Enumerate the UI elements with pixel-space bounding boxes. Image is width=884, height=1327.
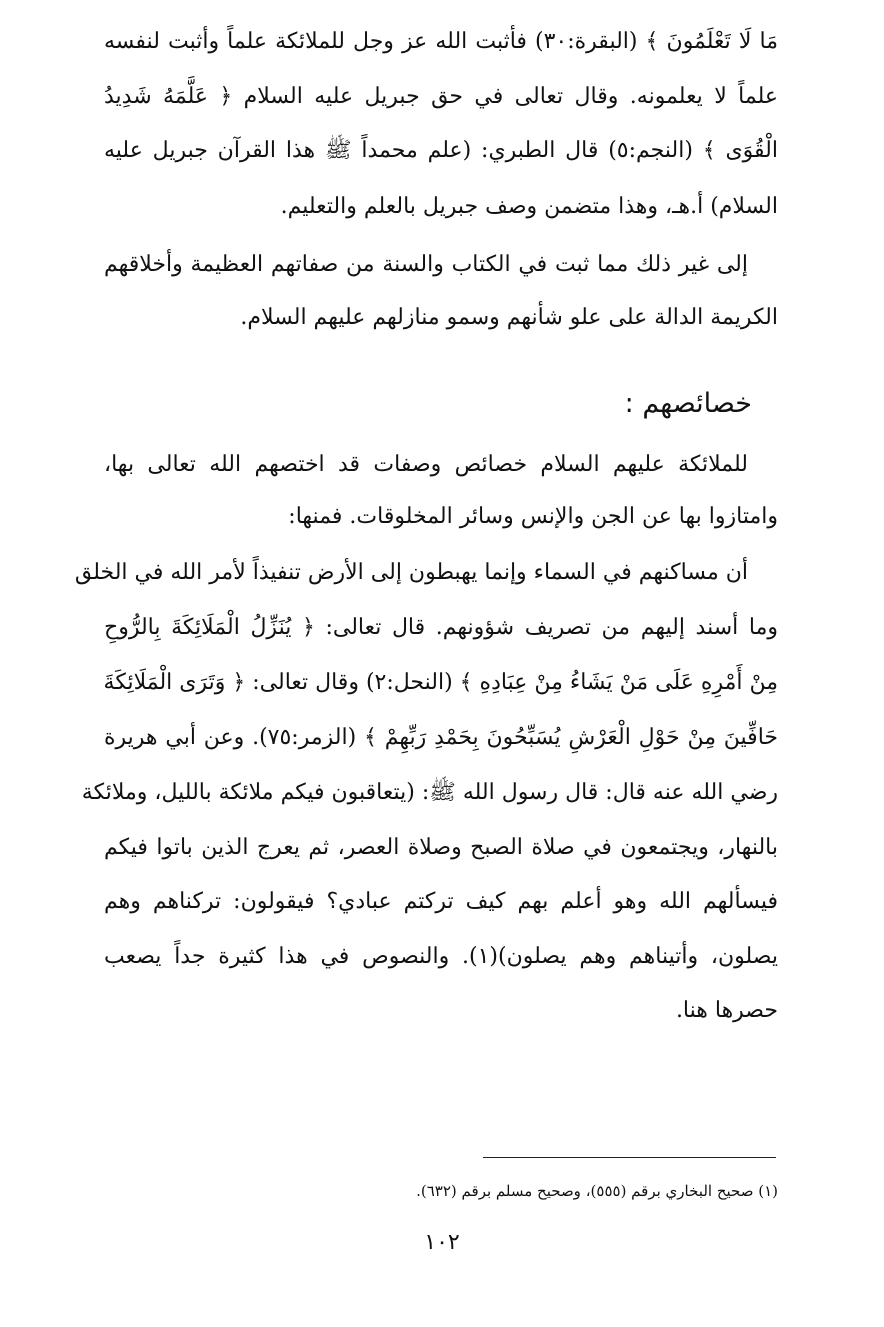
- text-line: وامتازوا بها عن الجن والإنس وسائر المخلوقات. فمنها:: [288, 504, 778, 529]
- text-line: يصلون، وأتيناهم وهم يصلون)(١). والنصوص في هذا كثيرة جداً يصعب: [104, 944, 778, 969]
- text-line: مَا لَا تَعْلَمُونَ ﴾ (البقرة:٣٠) فأثبت الله عز وجل للملائكة علماً وأثبت لنفسه: [104, 29, 778, 54]
- text-line: إلى غير ذلك مما ثبت في الكتاب والسنة من صفاتهم العظيمة وأخلاقهم: [104, 252, 748, 277]
- page-number: ١٠٢: [424, 1230, 460, 1255]
- text-line: رضي الله عنه قال: قال رسول الله ﷺ: (يتعاقبون فيكم ملائكة بالليل، وملائكة: [81, 780, 778, 805]
- footnote: (١) صحيح البخاري برقم (٥٥٥)، وصحيح مسلم برقم (٦٣٢).: [416, 1182, 778, 1200]
- text-line: حصرها هنا.: [675, 998, 778, 1023]
- text-line: حَافِّينَ مِنْ حَوْلِ الْعَرْشِ يُسَبِّحُونَ بِحَمْدِ رَبِّهِمْ ﴾ (الزمر:٧٥). وعن أبي هريرة: [104, 725, 779, 750]
- text-line: مِنْ أَمْرِهِ عَلَى مَنْ يَشَاءُ مِنْ عِبَادِهِ ﴾ (النحل:٢) وقال تعالى: ﴿ وَتَرَى الْمَلَائِكَةَ: [103, 670, 778, 695]
- text-line: أن مساكنهم في السماء وإنما يهبطون إلى الأرض تنفيذاً لأمر الله في الخلق: [74, 560, 748, 585]
- text-line: الكريمة الدالة على علو شأنهم وسمو منازلهم عليهم السلام.: [240, 305, 778, 330]
- text-line: الْقُوَى ﴾ (النجم:٥) قال الطبري: (علم محمداً ﷺ هذا القرآن جبريل عليه: [104, 138, 778, 163]
- section-heading: خصائصهم :: [624, 388, 752, 419]
- text-line: بالنهار، ويجتمعون في صلاة الصبح وصلاة العصر، ثم يعرج الذين باتوا فيكم: [104, 835, 778, 860]
- text-line: فيسألهم الله وهو أعلم بهم كيف تركتم عبادي؟ فيقولون: تركناهم وهم: [104, 889, 778, 914]
- text-line: وما أسند إليهم من تصريف شؤونهم. قال تعالى: ﴿ يُنَزِّلُ الْمَلَائِكَةَ بِالرُّوحِ: [104, 615, 778, 640]
- text-line: للملائكة عليهم السلام خصائص وصفات قد اختصهم الله تعالى بها،: [104, 452, 748, 477]
- text-line: علماً لا يعلمونه. وقال تعالى في حق جبريل عليه السلام ﴿ عَلَّمَهُ شَدِيدُ: [104, 84, 778, 109]
- text-line: السلام) أ.هـ، وهذا متضمن وصف جبريل بالعلم والتعليم.: [280, 194, 778, 219]
- footnote-divider: [483, 1157, 776, 1158]
